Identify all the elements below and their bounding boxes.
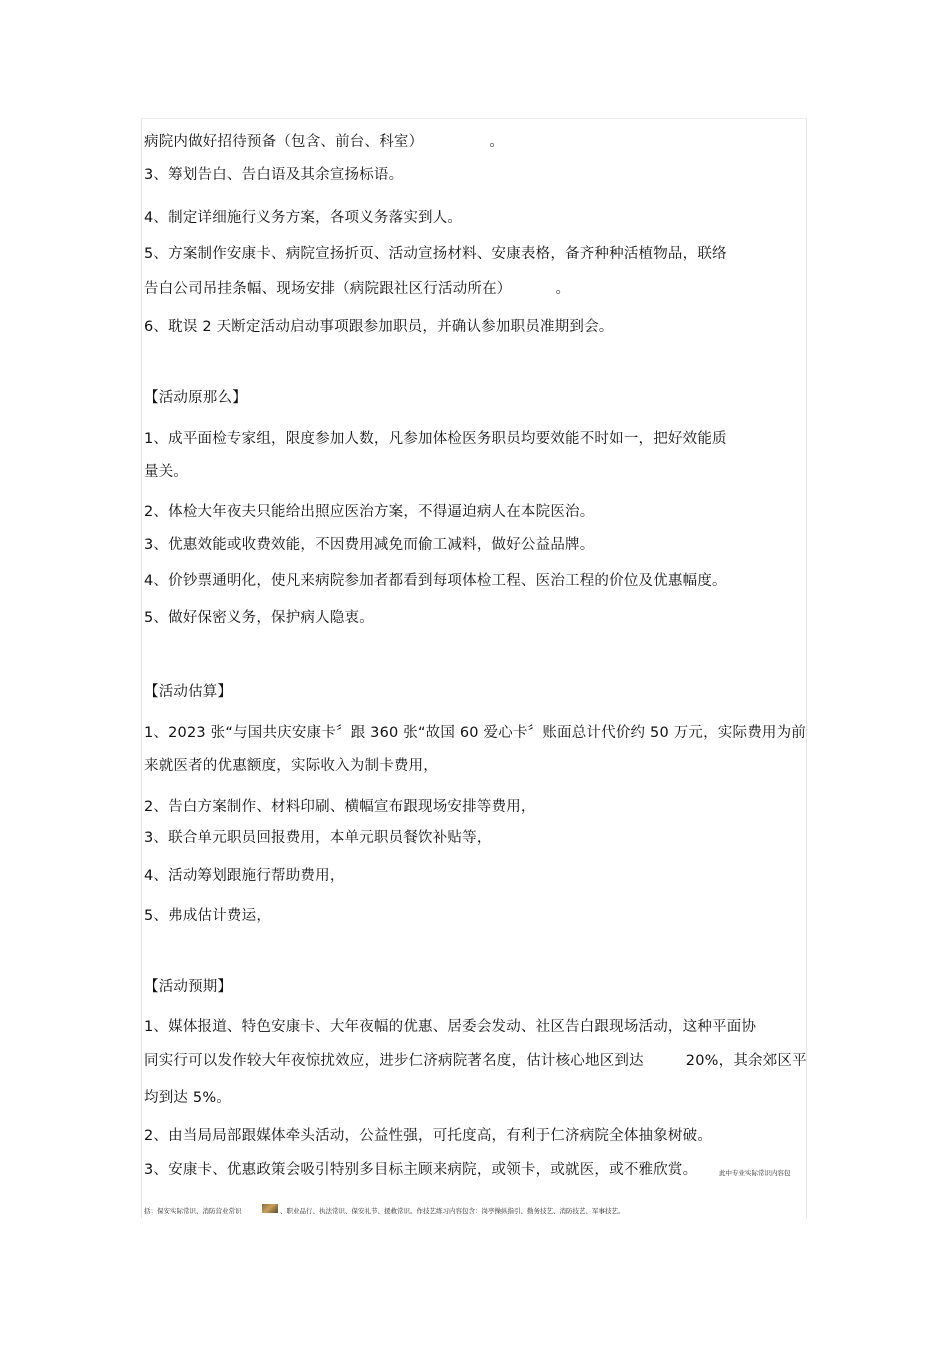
thumbnail-image [262, 1204, 278, 1213]
text-line: 5、做好保密义务，保护病人隐衷。 [144, 610, 374, 626]
section-heading: 【活动预期】 [144, 979, 233, 995]
text-line: 5、弗成估计费运， [144, 908, 272, 924]
text-line: 量关。 [144, 464, 189, 480]
text-line: 3、筹划告白、告白语及其余宣扬标语。 [144, 167, 404, 183]
text-line: 2、体检大年夜夫只能给出照应医治方案，不得逼迫病人在本院医治。 [144, 504, 595, 520]
text-line: 1、2023 张“与国共庆安康卡〞跟 360 张“故国 60 爱心卡〞账面总计代价约 50 万元，实际费用为前 [144, 725, 806, 741]
text-line: 1、成平面检专家组，限度参加人数，凡参加体检医务职员均要效能不时如一，把好效能质 [144, 431, 727, 447]
text-line: 3、安康卡、优惠政策会吸引特别多目标主顾来病院，或领卡，或就医，或不雅欣赏。 [144, 1162, 698, 1178]
text-line: 5、方案制作安康卡、病院宣扬折页、活动宣扬材料、安康表格，备齐种种活植物品，联络 [144, 246, 727, 262]
footnote-right: 此中专业实际常识内容包 [719, 1169, 791, 1177]
text-line: 3、联合单元职员回报费用，本单元职员餐饮补贴等， [144, 830, 492, 846]
text-line: 4、制定详细施行义务方案，各项义务落实到人。 [144, 210, 463, 226]
text-line: 3、优惠效能或收费效能，不因费用减免而偷工减料，做好公益品牌。 [144, 537, 595, 553]
text-line: 2、告白方案制作、材料印刷、横幅宣布跟现场安排等费用， [144, 799, 536, 815]
text-line: 4、活动筹划跟施行帮助费用， [144, 868, 345, 884]
text-line: 2、由当局局部跟媒体牵头活动，公益性强，可托度高，有利于仁济病院全体抽象树破。 [144, 1128, 713, 1144]
text-line: 均到达 5%。 [144, 1090, 232, 1106]
text-line: 来就医者的优惠额度，实际收入为制卡费用， [144, 758, 438, 774]
text-line: 4、价钞票通明化，使凡来病院参加者都看到每项体检工程、医治工程的价位及优惠幅度。 [144, 573, 727, 589]
section-heading: 【活动估算】 [144, 684, 233, 700]
footnote-line-b: 、职业品行、执法常识、保安礼节、援救常识。作技艺练习内容包含：岗亭操纵指引、勤务技艺、消防技艺、军事技艺。 [280, 1207, 625, 1215]
text-line: 6、耽误 2 天断定活动启动事项跟参加职员，并确认参加职员准期到会。 [144, 319, 614, 335]
text-line: 1、媒体报道、特色安康卡、大年夜幅的优惠、居委会发动、社区告白跟现场活动，这种平面协 [144, 1019, 757, 1035]
text-line: 同实行可以发作较大年夜惊扰效应，进步仁济病院著名度，估计核心地区到达 20%，其余郊区平 [144, 1053, 807, 1069]
section-heading: 【活动原那么】 [144, 390, 247, 406]
text-line: 告白公司吊挂条幅、现场安排（病院跟社区行活动所在） 。 [144, 281, 571, 297]
footnote-line-a: 括：保安实际常识、消防营业常识 [144, 1207, 242, 1215]
text-line: 病院内做好招待预备（包含、前台、科室） 。 [144, 134, 505, 150]
